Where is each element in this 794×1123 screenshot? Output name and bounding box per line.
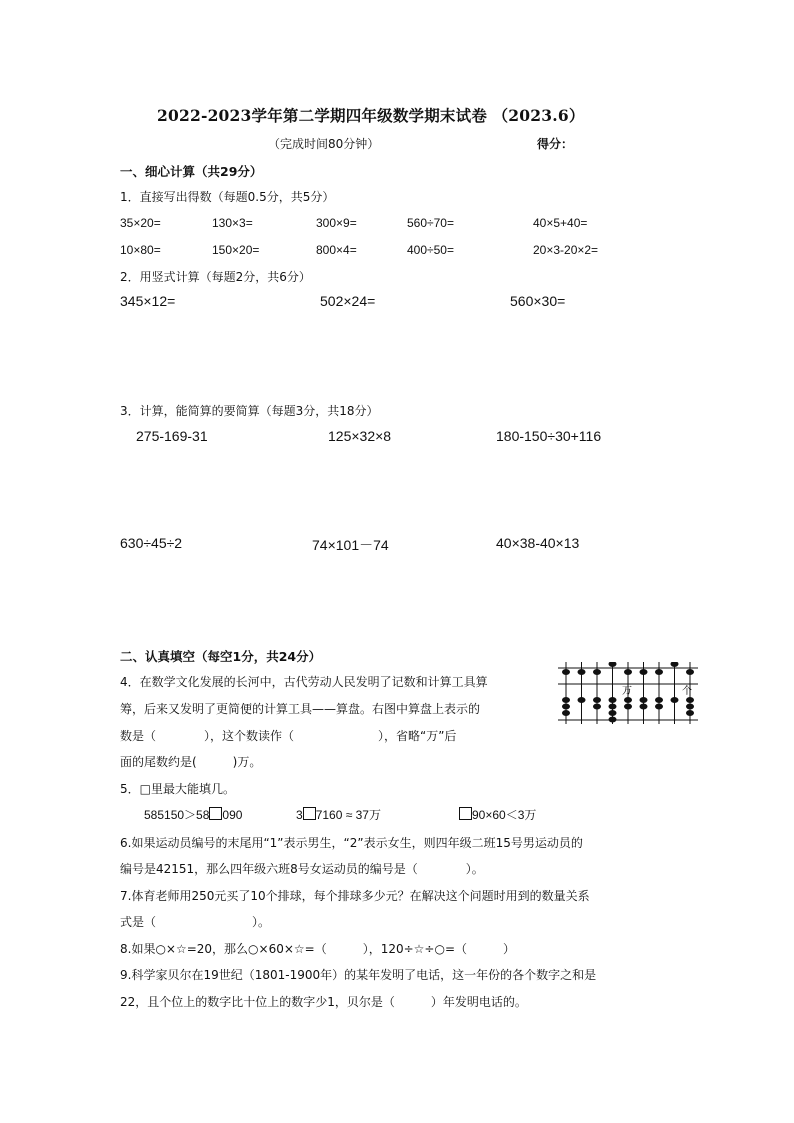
q3-item: 74×101－74 [312,537,389,553]
q1-item: 150×20= [212,243,260,257]
abacus-bead [655,704,663,710]
page-title: 2022-2023学年第二学期四年级数学期末试卷 （2023.6） [157,106,585,125]
abacus-bead [593,697,601,703]
q8-line: 8.如果○×☆=20，那么○×60×☆=（ ），120÷☆÷○=（ ） [120,942,516,956]
abacus-bead [609,662,617,667]
q1-item: 130×3= [212,216,253,230]
q2-label: 2．用竖式计算（每题2分，共6分） [120,270,311,284]
q4-line: 4．在数学文化发展的长河中，古代劳动人民发明了记数和计算工具算 [120,675,488,689]
q3-item: 125×32×8 [328,428,392,444]
q3-item: 40×38-40×13 [496,535,580,551]
abacus-bead [609,710,617,716]
q4-line: 筹，后来又发明了更简便的计算工具——算盘。右图中算盘上表示的 [120,702,481,716]
abacus-bead [624,697,632,703]
q5-item-2-b: 7160 ≈ 37万 [315,808,381,822]
abacus-bead [578,669,586,675]
q1-label: 1．直接写出得数（每题0.5分，共5分） [120,190,335,204]
abacus-image [558,662,700,724]
abacus-label-ge: 个 [682,686,692,697]
blank-box[interactable] [459,807,472,820]
abacus-bead [655,697,663,703]
abacus-bead [562,710,570,716]
abacus-label-wan: 万 [622,686,632,697]
q9-line: 22，且个位上的数字比十位上的数字少1，贝尔是（ ）年发明电话的。 [120,995,527,1009]
q1-item: 20×3-20×2= [533,243,599,257]
abacus-bead [624,704,632,710]
abacus-bead [686,669,694,675]
q6-line: 6.如果运动员编号的末尾用“1”表示男生，“2”表示女生，则四年级二班15号男运动员的 [120,836,583,850]
q1-item: 800×4= [316,243,357,257]
abacus-bead [686,697,694,703]
q1-item: 40×5+40= [533,216,588,230]
q4-line: 面的尾数约是( )万。 [120,755,262,769]
q7-line: 式是（ ）。 [120,915,271,929]
q9-line: 9.科学家贝尔在19世纪（1801-1900年）的某年发明了电话，这一年份的各个数字之和是 [120,968,597,982]
time-note: （完成时间80分钟） [268,137,380,151]
q2-item: 560×30= [510,293,566,309]
q1-item: 300×9= [316,216,357,230]
abacus-bead [686,704,694,710]
abacus-bead [562,669,570,675]
abacus-bead [640,669,648,675]
q1-item: 10×80= [120,243,161,257]
abacus-bead [562,697,570,703]
abacus-bead [562,704,570,710]
abacus-bead [609,704,617,710]
q5-item-1-b: 090 [222,808,243,822]
q2-item: 502×24= [320,293,376,309]
q5-item-3 [459,806,536,823]
q5-item-2-a: 3 [296,808,303,822]
abacus-bead [578,697,586,703]
section1-heading: 一、细心计算（共29分） [120,164,263,179]
abacus-bead [640,704,648,710]
q1-item: 560÷70= [407,216,454,230]
q7-line: 7.体育老师用250元买了10个排球，每个排球多少元？在解决这个问题时用到的数量关系 [120,889,590,903]
q3-item: 180-150÷30+116 [496,428,602,444]
score-label: 得分： [537,137,574,151]
q3-item: 630÷45÷2 [120,535,183,551]
abacus-bead [609,717,617,723]
q3-label: 3．计算，能简算的要简算（每题3分，共18分） [120,404,379,418]
q1-item: 400÷50= [407,243,454,257]
abacus-bead [593,704,601,710]
q2-item: 345×12= [120,293,176,309]
q4-line: 数是（ ），这个数读作（ ），省略“万”后 [120,729,457,743]
q5-text: □里最大能填几。 [139,782,235,796]
abacus-bead [671,697,679,703]
abacus-bead [609,697,617,703]
abacus-bead [686,710,694,716]
abacus-bead [593,669,601,675]
q3-item: 275-169-31 [136,428,208,444]
q5-number: 5． [120,782,140,796]
q5-item-3-b: 90×60＜3万 [472,808,537,822]
q5-item-1 [144,806,242,823]
abacus-bead [640,697,648,703]
section2-heading: 二、认真填空（每空1分，共24分） [120,649,322,664]
abacus-bead [671,662,679,667]
blank-box[interactable] [303,807,316,820]
abacus-bead [655,669,663,675]
q5-item-2 [296,806,381,823]
abacus-bead [624,669,632,675]
q5-item-1-a: 585150＞58 [144,808,210,822]
q6-line: 编号是42151，那么四年级六班8号女运动员的编号是（ ）。 [120,862,484,876]
blank-box[interactable] [209,807,222,820]
q1-item: 35×20= [120,216,161,230]
q5-label [120,780,235,797]
